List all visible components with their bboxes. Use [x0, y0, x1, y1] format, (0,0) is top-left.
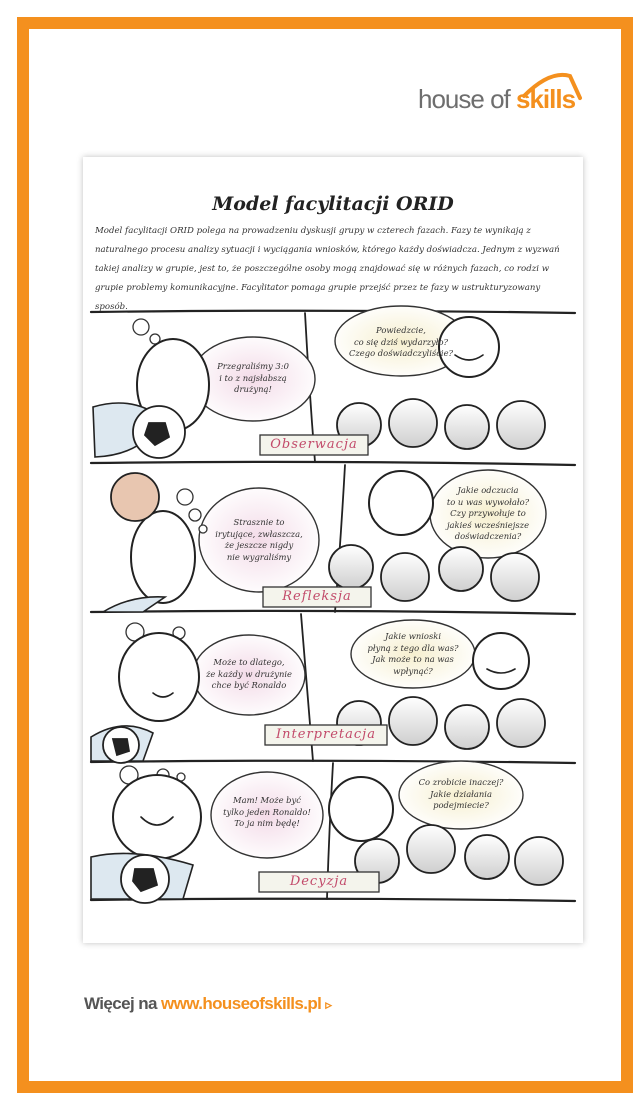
- footer-website-link[interactable]: www.houseofskills.pl: [161, 994, 322, 1013]
- speech-bubble-player-decyzja: Mam! Może być tylko jeden Ronaldo! To ja nim będę!: [223, 795, 311, 828]
- document-title: Model facylitacji ORID: [212, 193, 454, 215]
- footer-cta: [84, 994, 331, 1014]
- speech-bubble-player-refleksja: Strasznie to irytujące, zwłaszcza, że jeszcze nigdy nie wygraliśmy: [215, 517, 303, 562]
- speech-bubble-player-interpretacja: Może to dlatego, że każdy w drużynie chce być Ronaldo: [205, 657, 293, 690]
- speech-bubble-facilitator-obserwacja: Powiedzcie, co się dziś wydarzyło? Czego doświadczyliście?: [348, 325, 454, 358]
- speech-bubble-facilitator-decyzja: Co zrobicie inaczej? Jakie działania podejmiecie?: [418, 777, 504, 810]
- logo-swoosh-icon: [520, 68, 584, 104]
- speech-bubble-facilitator-refleksja: Jakie odczucia to u was wywołało? Czy przywołuje to jakieś wcześniejsze doświadczenia?: [446, 485, 530, 541]
- intro-paragraph: Model facylitacji ORID polega na prowadzeniu dyskusji grupy w czterech fazach. Fazy te wynikają z naturalnego procesu analizy sytuacji i wyciągania wniosków, którego każdy doświadcza. Jednym z wyzwań takiej analizy w grupie, jest to, że poszczególne osoby mogą znajdować się w różnych fazach, co rodzi w grupie problemy komunikacyjne. Facylitator pomaga grupie przejść przez te fazy w ustrukturyzowany sposób.: [95, 226, 560, 312]
- phase-label-decyzja: Decyzja: [289, 874, 349, 889]
- document-sheet: [83, 157, 583, 943]
- logo-text-skills: skills: [515, 84, 576, 114]
- logo-text-house-of: house of: [418, 84, 516, 114]
- footer-prefix: Więcej na: [84, 994, 161, 1013]
- play-arrow-icon: ▹: [325, 997, 332, 1012]
- speech-bubble-player-obserwacja: Przegraliśmy 3:0 i to z najsłabszą drużyną!: [217, 361, 289, 394]
- speech-bubble-facilitator-interpretacja: Jakie wnioski płyną z tego dla was? Jak może to na was wpłynąć?: [367, 631, 459, 676]
- phase-label-obserwacja: Obserwacja: [270, 437, 358, 452]
- phase-label-refleksja: Refleksja: [282, 589, 352, 604]
- phase-label-interpretacja: Interpretacja: [276, 727, 376, 742]
